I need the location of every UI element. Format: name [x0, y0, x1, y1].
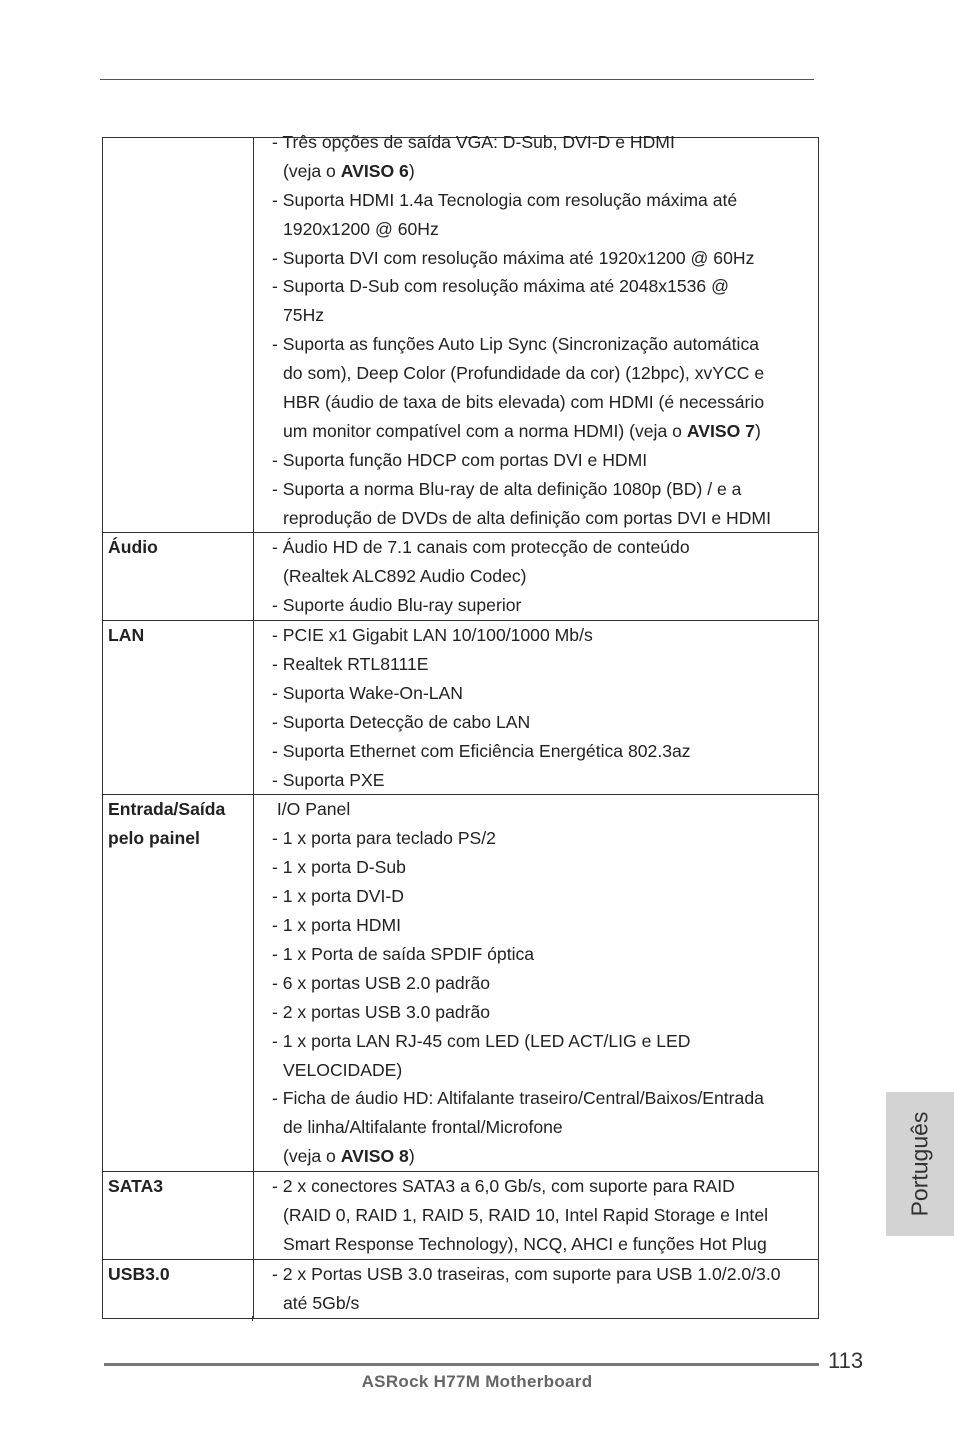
spec-content — [254, 1259, 819, 1318]
spec-line — [272, 679, 818, 708]
spec-line — [272, 504, 818, 533]
spec-line — [272, 650, 818, 679]
language-side-tab — [886, 1092, 954, 1236]
spec-line-suffix: ) — [754, 420, 761, 441]
spec-row — [103, 533, 819, 621]
spec-row — [103, 795, 819, 1172]
spec-label-text — [108, 138, 253, 167]
spec-row — [103, 138, 819, 533]
spec-line — [272, 301, 818, 330]
top-rule — [100, 79, 814, 80]
spec-line-text: - Suporte áudio Blu-ray superior — [272, 595, 522, 616]
notice-reference: AVISO 8 — [340, 1146, 409, 1167]
spec-line-text: 75Hz — [283, 305, 325, 326]
spec-line-text: - 1 x porta para teclado PS/2 — [272, 828, 496, 849]
spec-content — [254, 132, 819, 533]
spec-label — [103, 1259, 254, 1318]
spec-line-text: - 2 x portas USB 3.0 padrão — [272, 1001, 491, 1022]
spec-line — [272, 1260, 818, 1289]
notice-reference: AVISO 6 — [340, 160, 409, 181]
spec-line-text: até 5Gb/s — [283, 1292, 360, 1313]
spec-line — [272, 417, 818, 446]
spec-line — [272, 388, 818, 417]
spec-line — [272, 128, 818, 157]
spec-line-text: Smart Response Technology), NCQ, AHCI e funções Hot Plug — [283, 1233, 767, 1254]
footer-title: ASRock H77M Motherboard — [361, 1372, 593, 1391]
spec-table — [102, 132, 819, 1319]
spec-line — [272, 186, 818, 215]
spec-line — [272, 940, 818, 969]
spec-line — [272, 359, 818, 388]
spec-line-text: (RAID 0, RAID 1, RAID 5, RAID 10, Intel Rapid Storage e Intel — [283, 1204, 769, 1225]
spec-line — [272, 1230, 818, 1259]
spec-row — [103, 1172, 819, 1260]
spec-content — [254, 533, 819, 621]
table-stub-line — [252, 1316, 253, 1321]
spec-content — [254, 621, 819, 795]
spec-line — [272, 475, 818, 504]
notice-reference: AVISO 7 — [686, 420, 755, 441]
spec-line — [272, 1084, 818, 1113]
spec-line-text: - Suporta HDMI 1.4a Tecnologia com resolução máxima até — [272, 189, 738, 210]
spec-line-text: - PCIE x1 Gigabit LAN 10/100/1000 Mb/s — [272, 625, 593, 646]
spec-line — [272, 591, 818, 620]
spec-content — [254, 795, 819, 1172]
spec-line-suffix: ) — [408, 1146, 415, 1167]
spec-line-text: - Três opções de saída VGA: D-Sub, DVI-D e HDMI — [272, 132, 675, 152]
spec-line-text: (veja o — [283, 1146, 341, 1167]
spec-line — [272, 911, 818, 940]
spec-line-text: I/O Panel — [272, 799, 351, 820]
spec-label-text: LAN — [108, 625, 145, 646]
spec-line-text: - Áudio HD de 7.1 canais com protecção de conteúdo — [272, 537, 690, 558]
spec-line — [272, 1201, 818, 1230]
page-number: 113 — [828, 1348, 864, 1373]
spec-line-text: - Suporta a norma Blu-ray de alta definição 1080p (BD) / e a — [272, 478, 742, 499]
spec-line-suffix: ) — [408, 160, 415, 181]
spec-line-text: - 1 x porta DVI-D — [272, 886, 404, 907]
footer-rule — [104, 1363, 819, 1366]
spec-row — [103, 621, 819, 795]
spec-line — [272, 446, 818, 475]
spec-label-text: Entrada/Saída — [108, 799, 226, 820]
spec-content — [254, 1172, 819, 1260]
spec-line-text: do som), Deep Color (Profundidade da cor) (12bpc), xvYCC e — [283, 363, 765, 384]
spec-line-text: - Suporta D-Sub com resolução máxima até 2048x1536 @ — [272, 276, 729, 297]
spec-label — [103, 138, 254, 533]
spec-line — [272, 1142, 818, 1171]
spec-line-text: - 1 x porta D-Sub — [272, 857, 406, 878]
spec-line-text: - Suporta as funções Auto Lip Sync (Sincronização automática — [272, 334, 760, 355]
spec-row — [103, 1259, 819, 1318]
spec-line-text: - Suporta Wake-On-LAN — [272, 682, 463, 703]
spec-line-text: VELOCIDADE) — [283, 1059, 403, 1080]
spec-line — [272, 157, 818, 186]
spec-line-text: - Suporta Detecção de cabo LAN — [272, 711, 531, 732]
spec-line — [272, 1027, 818, 1056]
spec-line-text: (Realtek ALC892 Audio Codec) — [283, 566, 527, 587]
side-tab-label: Português — [906, 1111, 933, 1217]
spec-line — [272, 215, 818, 244]
spec-line-text: - Suporta DVI com resolução máxima até 1920x1200 @ 60Hz — [272, 247, 755, 268]
spec-line-text: - 6 x portas USB 2.0 padrão — [272, 972, 491, 993]
spec-line — [272, 998, 818, 1027]
spec-line-text: (veja o — [283, 160, 341, 181]
spec-line-text: - Realtek RTL8111E — [272, 654, 429, 675]
spec-line — [272, 1172, 818, 1201]
spec-line — [272, 1056, 818, 1085]
spec-line — [272, 272, 818, 301]
spec-line-text: - Suporta PXE — [272, 769, 385, 790]
spec-line — [272, 708, 818, 737]
spec-line — [272, 244, 818, 273]
spec-label-text: pelo painel — [108, 828, 200, 849]
spec-line-text: - Suporta Ethernet com Eficiência Energética 802.3az — [272, 740, 691, 761]
spec-line-text: - 2 x conectores SATA3 a 6,0 Gb/s, com suporte para RAID — [272, 1176, 735, 1197]
spec-label-text: USB3.0 — [108, 1263, 170, 1284]
spec-label — [103, 1172, 254, 1260]
spec-line — [272, 1113, 818, 1142]
spec-line-text: reprodução de DVDs de alta definição com portas DVI e HDMI — [283, 507, 771, 528]
spec-line-text: 1920x1200 @ 60Hz — [283, 218, 439, 239]
spec-line-text: de linha/Altifalante frontal/Microfone — [283, 1117, 563, 1138]
spec-line-text: HBR (áudio de taxa de bits elevada) com HDMI (é necessário — [283, 392, 765, 413]
spec-line — [272, 737, 818, 766]
spec-line-text: um monitor compatível com a norma HDMI) (veja o — [283, 420, 687, 441]
spec-label — [103, 795, 254, 1172]
spec-line-text: - 1 x porta LAN RJ-45 com LED (LED ACT/LIG e LED — [272, 1030, 691, 1051]
spec-label — [103, 533, 254, 621]
spec-line — [272, 853, 818, 882]
spec-label — [103, 621, 254, 795]
spec-line — [272, 1289, 818, 1318]
spec-line — [272, 969, 818, 998]
spec-line — [272, 621, 818, 650]
spec-line-text: - Ficha de áudio HD: Altifalante traseiro/Central/Baixos/Entrada — [272, 1088, 764, 1109]
spec-line-text: - 1 x porta HDMI — [272, 915, 402, 936]
spec-label-text: SATA3 — [108, 1176, 164, 1197]
spec-line — [272, 562, 818, 591]
spec-line-text: - Suporta função HDCP com portas DVI e HDMI — [272, 449, 648, 470]
spec-line — [272, 330, 818, 359]
spec-line-text: - 2 x Portas USB 3.0 traseiras, com suporte para USB 1.0/2.0/3.0 — [272, 1263, 781, 1284]
spec-label-text: Áudio — [108, 537, 158, 558]
spec-line — [272, 533, 818, 562]
spec-line — [272, 824, 818, 853]
spec-line — [272, 882, 818, 911]
spec-line — [272, 766, 818, 795]
spec-line-text: - 1 x Porta de saída SPDIF óptica — [272, 943, 535, 964]
spec-line — [272, 795, 818, 824]
